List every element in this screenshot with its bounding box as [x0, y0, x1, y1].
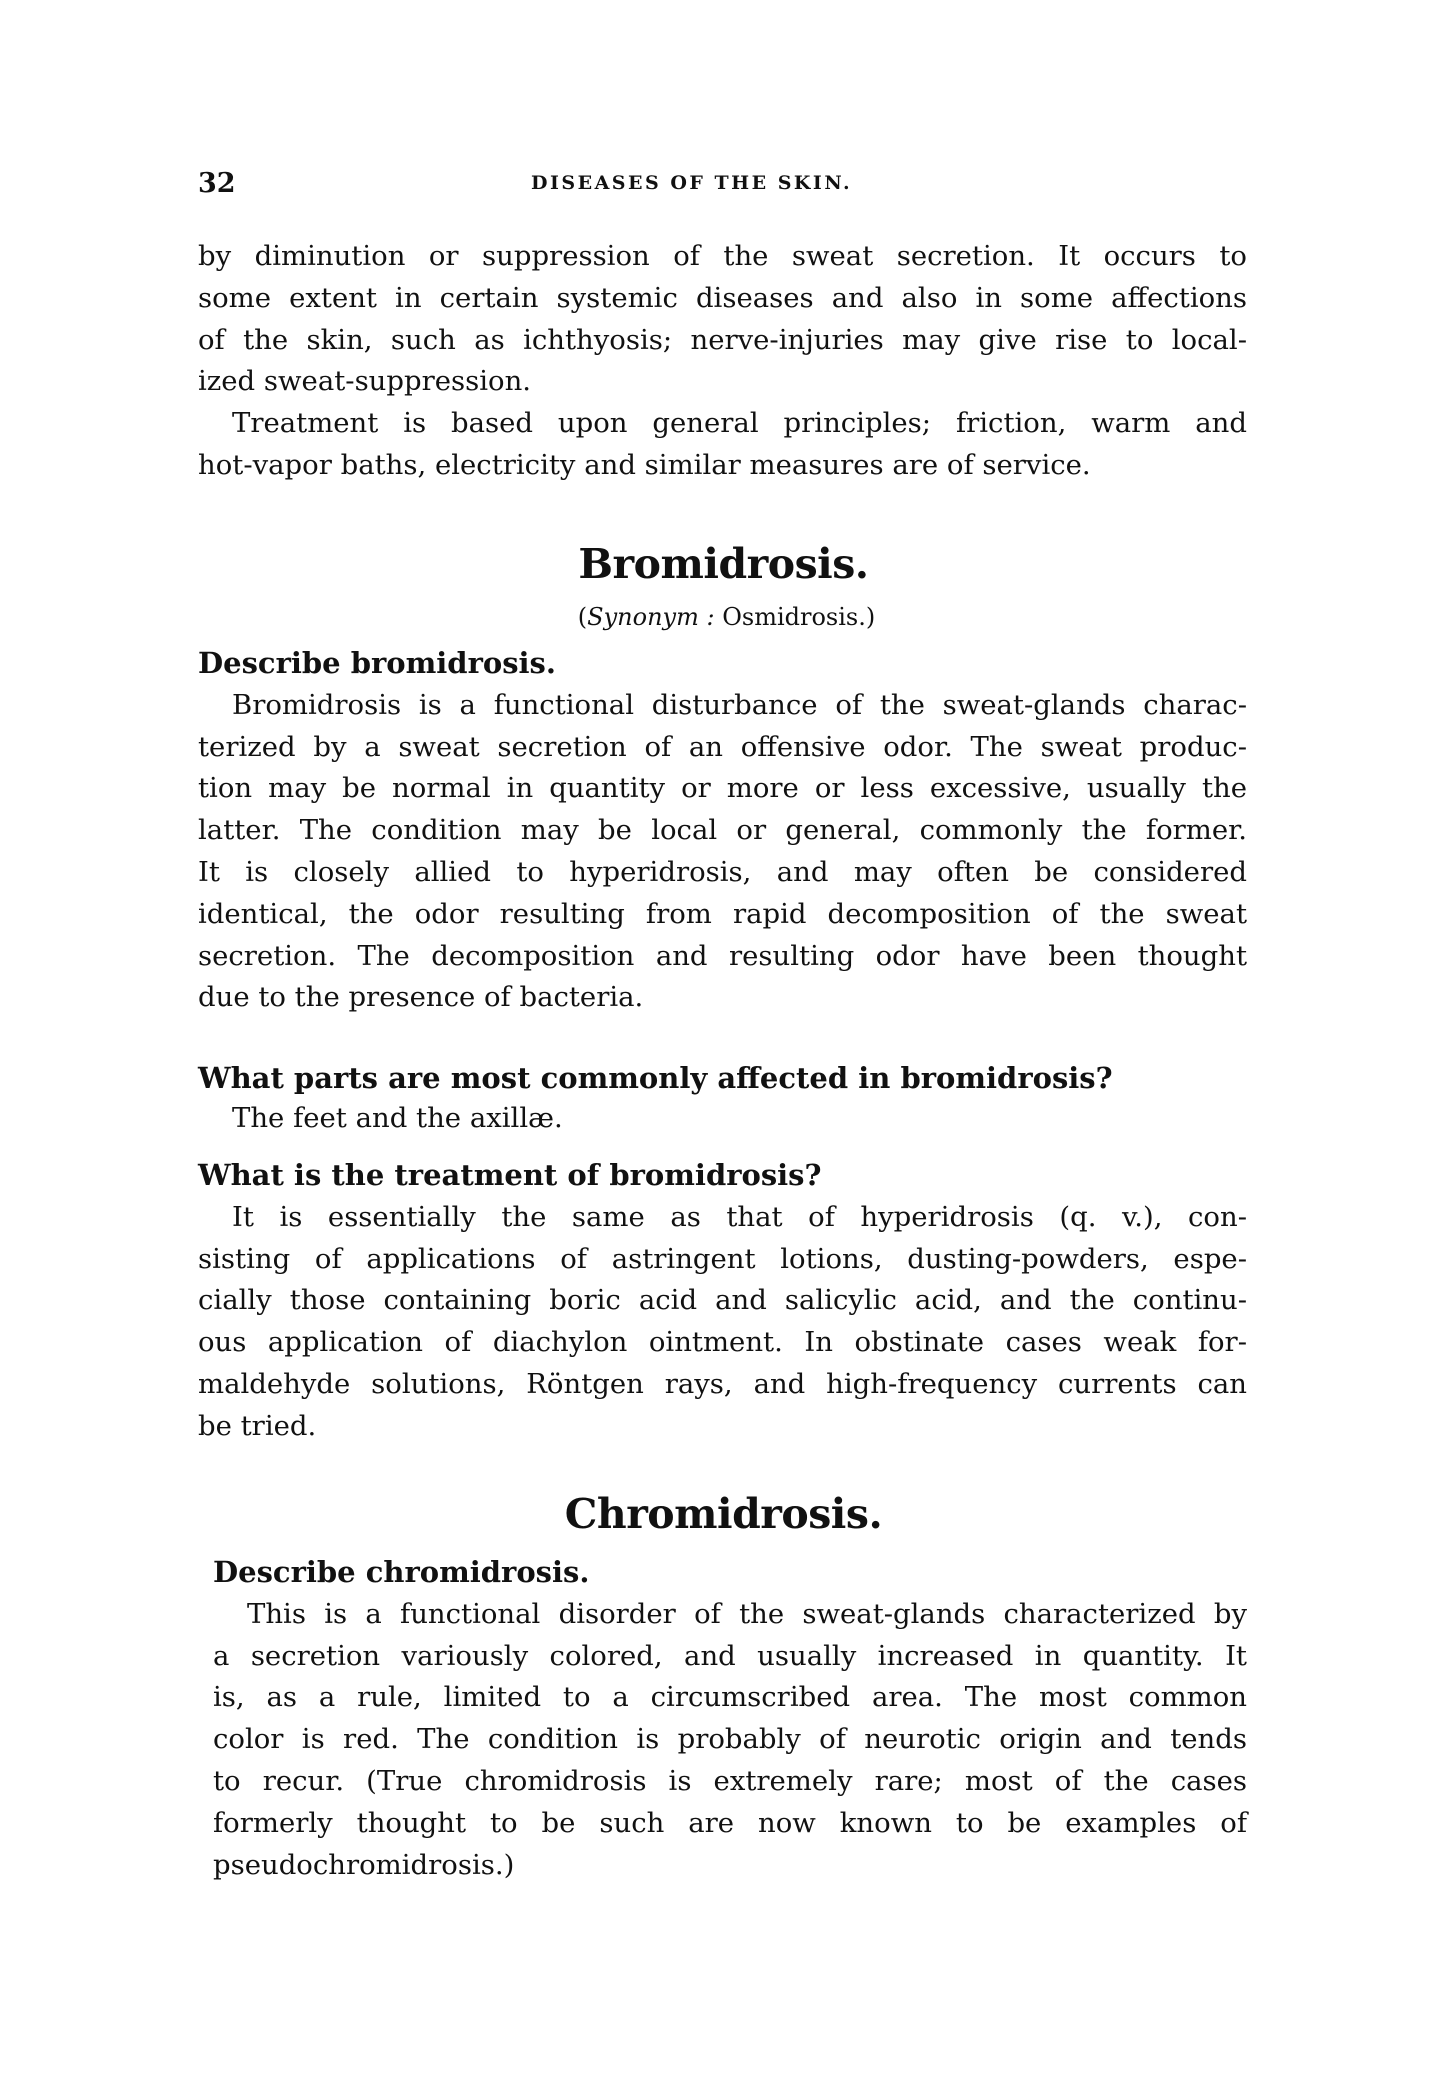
page-number: 32: [198, 168, 236, 199]
text-line: This is a functional disorder of the sweat-glands characterized by: [247, 1597, 1247, 1630]
running-head: [198, 168, 1247, 202]
text-line: maldehyde solutions, Röntgen rays, and high-frequency currents can: [198, 1367, 1247, 1400]
text-line: color is red. The condition is probably of neurotic origin and tends: [213, 1723, 1247, 1756]
treatment-paragraph: [198, 403, 1247, 487]
text-line: terized by a sweat secretion of an offensive odor. The sweat produc-: [198, 730, 1247, 763]
text-line: It is closely allied to hyperidrosis, and may often be considered: [198, 855, 1247, 888]
text-line: tion may be normal in quantity or more or less excessive, usually the: [198, 772, 1247, 805]
text-line: of the skin, such as ichthyosis; nerve-injuries may give rise to local-: [198, 323, 1247, 356]
question-heading: Describe bromidrosis.: [198, 646, 556, 680]
text-line: to recur. (True chromidrosis is extremely rare; most of the cases: [213, 1764, 1247, 1797]
text-line: be tried.: [198, 1409, 317, 1442]
text-line: is, as a rule, limited to a circumscribed area. The most common: [213, 1681, 1247, 1714]
synonym-open-paren: (: [577, 603, 588, 631]
qa-describe-chromidrosis: [213, 1552, 1247, 1886]
text-line: Bromidrosis is a functional disturbance of the sweat-glands charac-: [232, 688, 1247, 721]
section-title-chromidrosis: Chromidrosis.: [564, 1490, 883, 1538]
text-line: cially those containing boric acid and salicylic acid, and the continu-: [198, 1284, 1247, 1317]
text-line: some extent in certain systemic diseases and also in some affections: [198, 281, 1247, 314]
text-line: hot-vapor baths, electricity and similar measures are of service.: [198, 448, 1091, 481]
qa-treatment-bromidrosis: [198, 1155, 1247, 1448]
text-line: a secretion variously colored, and usually increased in quantity. It: [213, 1639, 1247, 1672]
text-line: The feet and the axillæ.: [232, 1101, 563, 1134]
text-line: formerly thought to be such are now known to be examples of: [213, 1806, 1247, 1839]
section-title-bromidrosis: Bromidrosis.: [578, 540, 869, 588]
synonym-value: Osmidrosis.): [722, 603, 876, 631]
text-line: secretion. The decomposition and resulting odor have been thought: [198, 939, 1247, 972]
text-line: pseudochromidrosis.): [213, 1848, 515, 1881]
qa-describe-bromidrosis: [198, 643, 1247, 1019]
text-line: by diminution or suppression of the sweat secretion. It occurs to: [198, 240, 1247, 272]
text-line: ous application of diachylon ointment. In obstinate cases weak for-: [198, 1326, 1247, 1359]
continuation-paragraph: [198, 236, 1247, 403]
qa-parts-affected: [198, 1058, 1247, 1140]
text-line: latter. The condition may be local or general, commonly the former.: [198, 814, 1247, 847]
text-line: identical, the odor resulting from rapid decomposition of the sweat: [198, 897, 1247, 930]
question-heading: Describe chromidrosis.: [213, 1555, 590, 1589]
synonym-line: [8, 603, 1437, 631]
question-heading: What is the treatment of bromidrosis?: [198, 1158, 822, 1192]
text-line: sisting of applications of astringent lotions, dusting-powders, espe-: [198, 1242, 1247, 1275]
text-line: It is essentially the same as that of hyperidrosis (q. v.), con-: [232, 1200, 1247, 1233]
text-line: due to the presence of bacteria.: [198, 981, 644, 1014]
running-title: DISEASES OF THE SKIN.: [531, 172, 853, 194]
text-line: Treatment is based upon general principles; friction, warm and: [232, 407, 1247, 439]
synonym-label: Synonym :: [587, 603, 715, 631]
question-heading: What parts are most commonly affected in bromidrosis?: [198, 1061, 1113, 1095]
text-line: ized sweat-suppression.: [198, 365, 532, 398]
